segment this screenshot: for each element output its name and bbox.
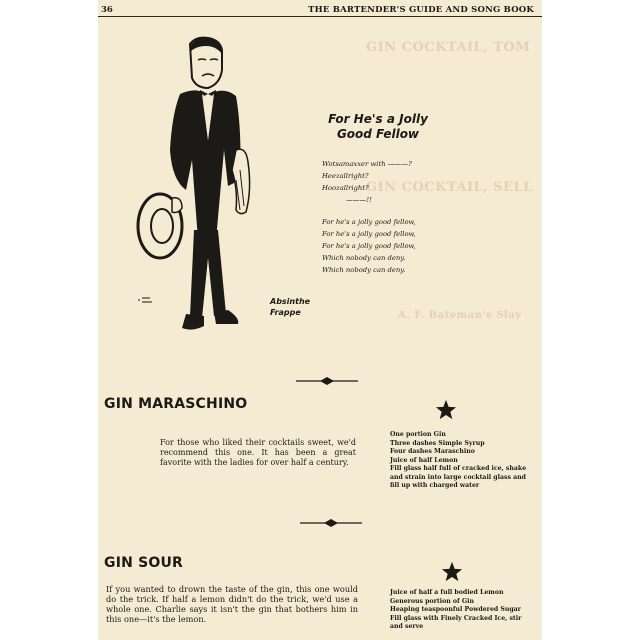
recipe-title: GIN SOUR [104,555,184,571]
bleed-through: GIN COCKTAIL, SELL [366,180,533,195]
ingredient-list [390,589,536,632]
bleed-through: GIN COCKTAIL, TOM [366,40,531,55]
lyric-line: For he's a jolly good fellow, [322,242,416,250]
recipe-title: GIN MARASCHINO [104,396,248,412]
lyric-line: ———!! [346,196,372,204]
running-head: THE BARTENDER'S GUIDE AND SONG BOOK [308,5,534,15]
lyric-line: Which nobody can deny. [322,254,406,262]
ingredient-line: Juice of half a full bodied Lemon [390,589,504,596]
ingredient-line: One portion Gin [390,431,446,438]
page-number: 36 [101,5,113,15]
bleed-through: A. F. Bateman's Slay [398,310,522,321]
ingredient-line: Generous portion of Gin [390,597,474,605]
ingredient-line: Fill glass with Finely Cracked Ice, stir and serve [390,614,522,630]
ingredient-line: Fill glass half full of cracked ice, shake and strain into large cocktail glass and fill up with charged water [390,465,527,489]
book-page [98,0,542,640]
lyric-gap [322,206,482,216]
ingredient-line: Four dashes Maraschino [390,448,475,455]
caption-line: Frappe [270,308,301,317]
song-title [308,112,448,142]
ingredient-line: Juice of half Lemon [390,456,458,464]
caption-line: Absinthe [270,297,311,306]
song-lyrics [322,158,482,276]
star-icon [435,399,457,421]
illustration-caption [270,296,310,318]
ingredient-line: Heaping teaspoonful Powdered Sugar [390,606,521,613]
lyric-line: Which nobody can deny. [322,266,406,274]
recipe-description: If you wanted to drown the taste of the gin, this one would do the trick. If half a lemon didn't do the trick, we'd use a whole one. Charlie says it isn't the gin that bothers him in this one—it's the lemon. [106,584,358,624]
ingredient-line: Three dashes Simple Syrup [390,439,485,447]
lyric-line: Hoozallright? [322,184,369,192]
lyric-line: Heezallright? [322,172,369,180]
ornament-divider [300,519,362,527]
recipe-description: For those who liked their cocktails sweet, we'd recommend this one. It has been a great favorite with the ladies for over half a century. [160,438,356,467]
lyric-line: Wotsamaxxer with ———? [322,160,412,168]
lyric-line: For he's a jolly good fellow, [322,230,416,238]
song-title-line: Good Fellow [336,127,420,141]
header-rule [98,16,542,17]
star-icon [441,561,463,583]
lyric-line: For he's a jolly good fellow, [322,218,416,226]
ingredient-list [390,431,536,491]
ornament-divider [296,377,358,385]
song-title-line: For He's a Jolly [328,112,428,126]
waiter-illustration [136,30,266,350]
